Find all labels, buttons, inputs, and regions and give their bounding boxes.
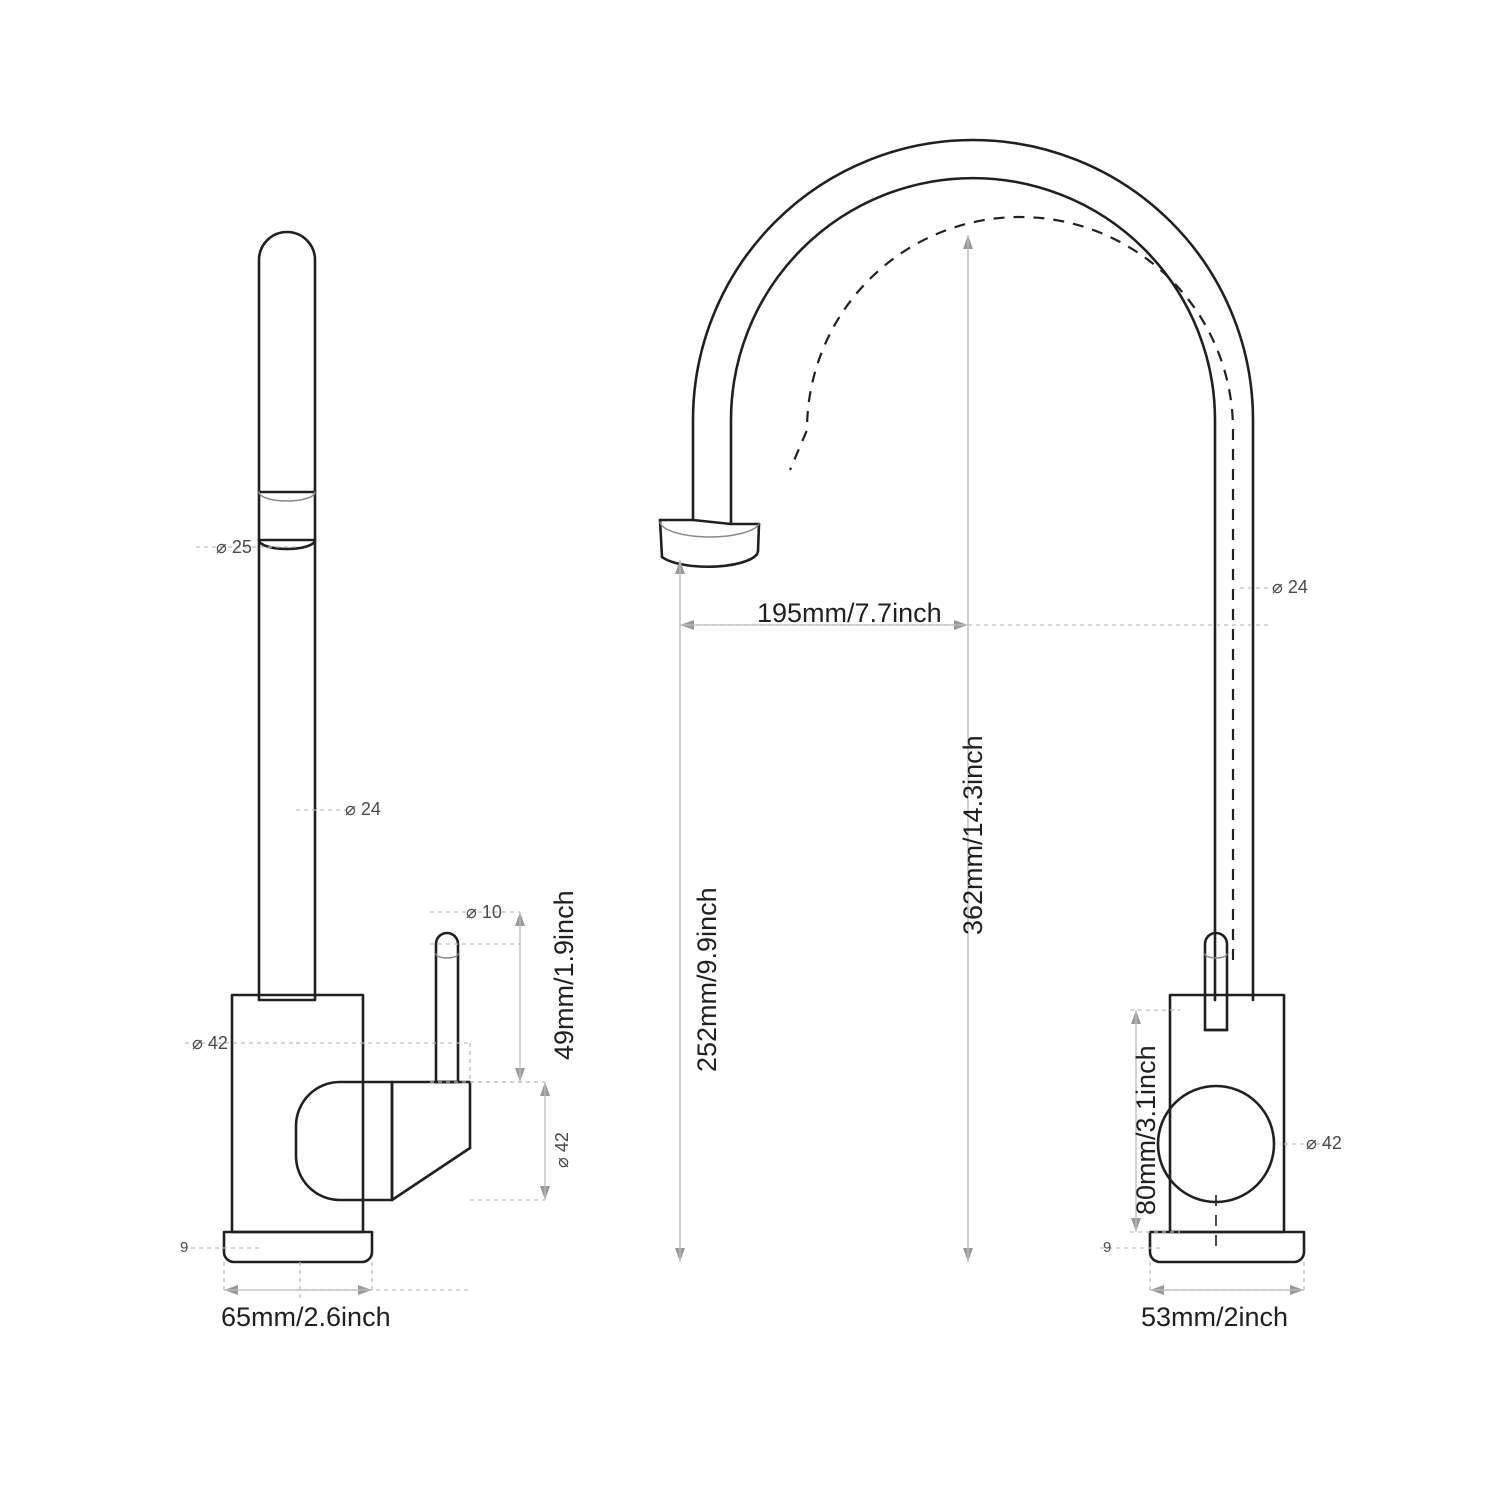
label-diameter-spout-body-left: ⌀ 24 — [345, 799, 381, 819]
label-spout-clearance: 252mm/9.9inch — [692, 887, 722, 1072]
label-diameter-handle-stem: ⌀ 10 — [466, 902, 502, 922]
right-base-plate — [1150, 1232, 1304, 1262]
left-spout-tube — [259, 232, 315, 1000]
label-base-height-right: 9 — [1103, 1239, 1112, 1256]
centerline-dashed — [790, 217, 1233, 1250]
label-handle-height: 49mm/1.9inch — [549, 890, 579, 1060]
label-base-width-right: 53mm/2inch — [1141, 1302, 1289, 1332]
left-handle-stem — [436, 933, 470, 1148]
label-base-width-left: 65mm/2.6inch — [221, 1302, 391, 1332]
right-handle-knob — [1158, 1086, 1274, 1202]
label-diameter-handle-body: ⌀ 42 — [552, 1132, 572, 1168]
label-diameter-base-left: ⌀ 42 — [192, 1033, 228, 1053]
label-reach: 195mm/7.7inch — [757, 598, 942, 628]
right-gooseneck — [660, 140, 1253, 1000]
left-handle-lever — [296, 1082, 470, 1200]
label-diameter-spout-top: ⌀ 25 — [216, 537, 252, 557]
label-diameter-spout-body-right: ⌀ 24 — [1272, 577, 1308, 597]
label-handle-clearance: 80mm/3.1inch — [1131, 1045, 1161, 1215]
label-base-height-left: 9 — [180, 1239, 189, 1256]
label-total-height: 362mm/14.3inch — [958, 735, 988, 935]
left-base-plate — [224, 1232, 372, 1262]
label-diameter-base-right: ⌀ 42 — [1306, 1133, 1342, 1153]
